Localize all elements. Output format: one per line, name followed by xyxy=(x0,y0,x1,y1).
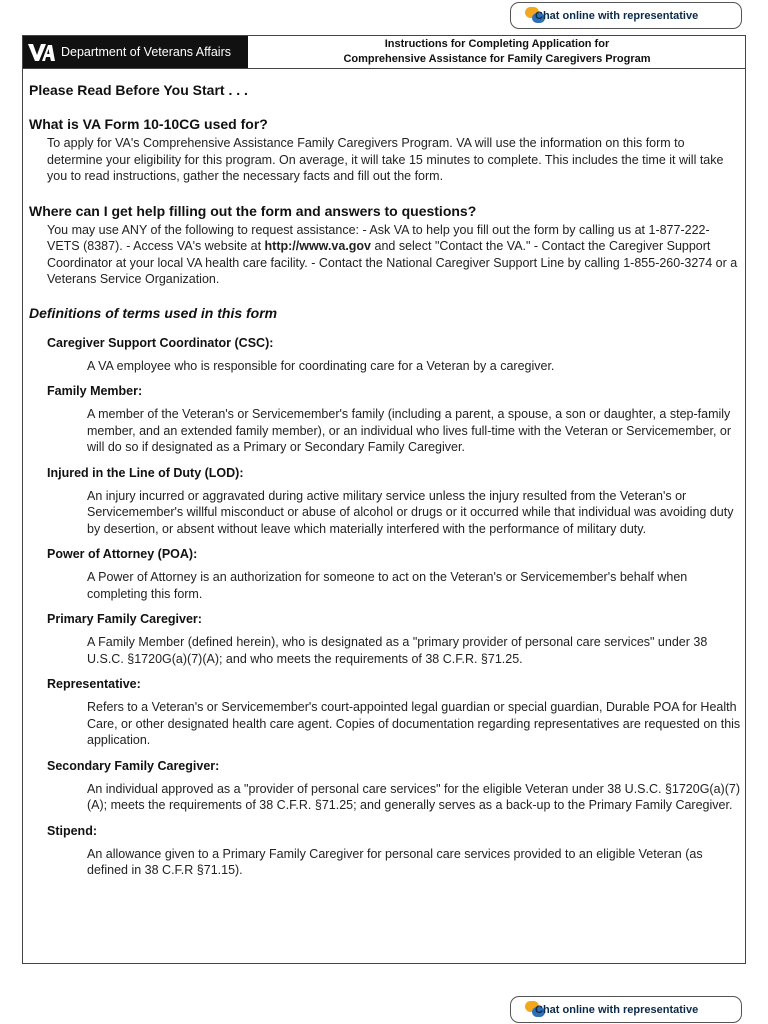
va-logo-banner xyxy=(23,36,248,68)
definition-term: Power of Attorney (POA): xyxy=(47,547,198,561)
definition-text: Refers to a Veteran's or Servicemember's court-appointed legal guardian or special guardian, Durable POA for Health Care, or other designated health care agent. Copies of documentation regarding representatives are requested on this application. xyxy=(87,700,741,747)
definitions-heading: Definitions of terms used in this form xyxy=(29,304,278,321)
definition-text: A Family Member (defined herein), who is designated as a "primary provider of personal care services" under 38 U.S.C. §1720G(a)(7)(A); and who meets the requirements of 38 C.F.R. §71.25. xyxy=(87,635,708,666)
form-title xyxy=(249,36,745,68)
chat-online-button[interactable] xyxy=(510,2,742,29)
section-help-heading: Where can I get help filling out the form and answers to questions? xyxy=(29,202,477,219)
definition-text: A VA employee who is responsible for coordinating care for a Veteran by a caregiver. xyxy=(87,358,555,373)
form-page xyxy=(22,35,746,964)
section-help-body xyxy=(47,222,741,288)
definition-term: Caregiver Support Coordinator (CSC): xyxy=(47,335,274,350)
help-text-part2: and select "Contact the VA." - Contact the Caregiver Support Coordinator at your local VA health care facility. - Contact the National Caregiver Support Line by calling 1-855-260-3274 or a Veterans Service Organization. xyxy=(47,239,738,286)
definition-term: Injured in the Line of Duty (LOD): xyxy=(47,465,244,480)
definition-text: A Power of Attorney is an authorization for someone to act on the Veteran's or Servicemember's behalf when completing this form. xyxy=(87,570,688,601)
va-seal-icon xyxy=(27,41,55,63)
va-website-link[interactable]: http://www.va.gov xyxy=(264,239,372,253)
definition-term: Stipend: xyxy=(47,823,97,838)
form-title-line1: Instructions for Completing Application for xyxy=(384,38,610,50)
definition-term: Family Member: xyxy=(47,384,143,398)
definition-term: Representative: xyxy=(47,677,141,691)
chat-button-label: Chat online with representative xyxy=(535,9,699,22)
definition-text: A member of the Veteran's or Servicemember's family (including a parent, a spouse, a son or daughter, a step-family member, and an extended family member), or an individual who lives full-time with the Veteran or Servicemember, or will do so if designated as a Primary or Secondary Family Caregiver. xyxy=(87,407,732,454)
chat-online-button[interactable] xyxy=(510,996,742,1023)
intro-heading: Please Read Before You Start . . . xyxy=(29,82,248,98)
instructions-content xyxy=(29,68,741,879)
definition-term: Primary Family Caregiver: xyxy=(47,612,202,626)
definition-text: An allowance given to a Primary Family Caregiver for personal care services provided to an eligible Veteran (as defined in 38 C.F.R §71.15). xyxy=(87,846,703,877)
org-name: Department of Veterans Affairs xyxy=(61,45,232,59)
form-title-line2: Comprehensive Assistance for Family Caregivers Program xyxy=(343,53,651,65)
help-text-part1: You may use ANY of the following to request assistance: - Ask VA to help you fill out the form by calling us at 1-877-222-VETS (8387). - Access VA's website at xyxy=(47,222,710,253)
definition-text: An injury incurred or aggravated during active military service unless the injury resulted from the Veteran's or Servicemember's willful misconduct or abuse of alcohol or drugs or it occurred while that individual was avoiding duty by desertion, or absent without leave which materially interfered with the performance of military duty. xyxy=(87,488,734,536)
section-form-purpose-body: To apply for VA's Comprehensive Assistance Family Caregivers Program. VA will use the information on this form to determine your eligibility for this program. On average, it will take 15 minutes to complete. This includes the time it will take you to read instructions, gather the necessary facts and fill out the form. xyxy=(47,136,724,183)
section-form-purpose-heading: What is VA Form 10-10CG used for? xyxy=(29,116,268,132)
definition-term: Secondary Family Caregiver: xyxy=(47,758,220,773)
chat-button-label: Chat online with representative xyxy=(535,1003,699,1016)
form-header xyxy=(23,36,745,69)
definition-text: An individual approved as a "provider of personal care services" for the eligible Veteran under 38 U.S.C. §1720G(a)(7)(A); meets the requirements of 38 C.F.R. §71.25; and generally serves as a back-up to the Primary Family Caregiver. xyxy=(87,781,740,812)
